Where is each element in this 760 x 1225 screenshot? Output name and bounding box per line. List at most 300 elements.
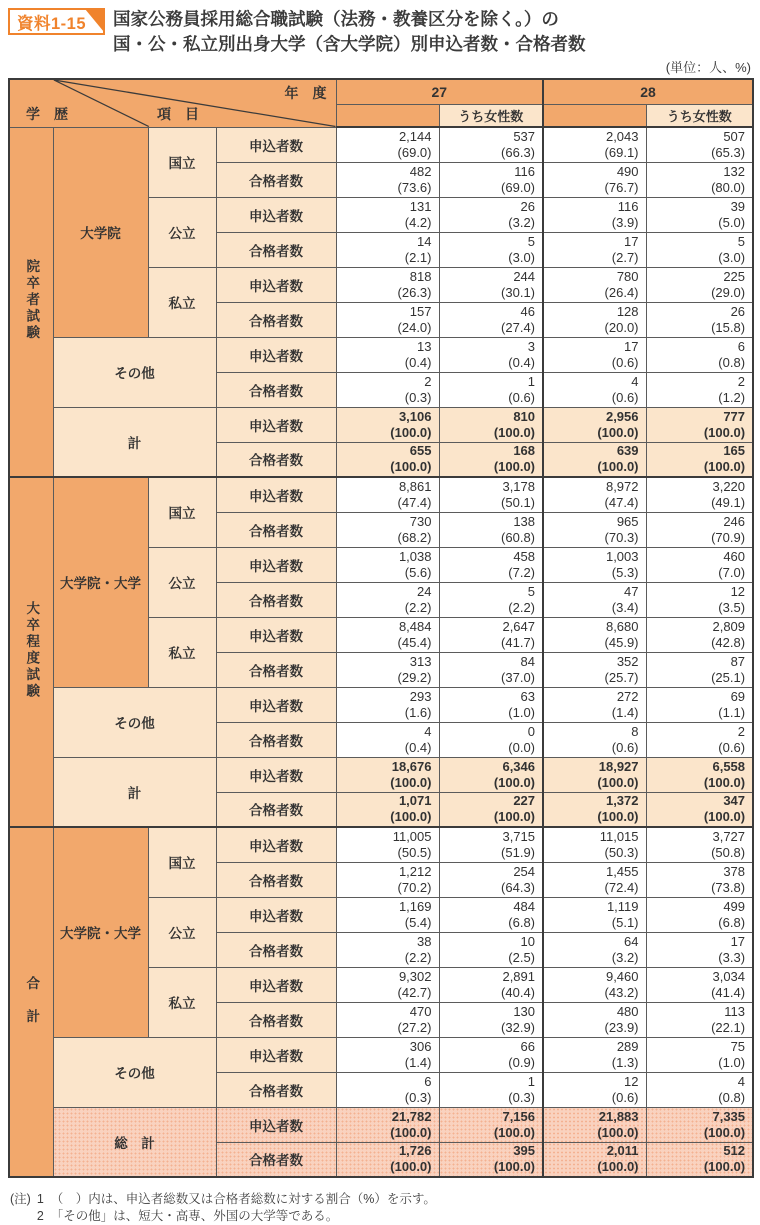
value-percent: (3.0)	[508, 249, 536, 265]
value-percent: (0.4)	[404, 354, 432, 370]
table-row	[9, 337, 753, 372]
value-cell	[646, 1002, 753, 1037]
item-label-cell: 申込者数	[216, 267, 336, 302]
value-cell	[543, 197, 646, 232]
value-percent: (24.0)	[397, 319, 432, 335]
value-cell	[439, 442, 543, 477]
value-cell	[439, 1142, 543, 1177]
value-number: 965	[616, 513, 639, 529]
value-percent: (72.4)	[604, 879, 639, 895]
value-number: 289	[616, 1038, 639, 1054]
value-cell	[646, 757, 753, 792]
value-number: 6,346	[502, 758, 536, 774]
value-percent: (0.3)	[404, 1089, 432, 1105]
section-label-cell: その他	[53, 337, 216, 407]
table-row	[9, 827, 753, 862]
corner-label-education: 学 歴	[26, 105, 68, 122]
value-cell	[336, 967, 439, 1002]
value-number: 818	[409, 268, 432, 284]
value-cell	[336, 722, 439, 757]
value-cell	[336, 757, 439, 792]
value-number: 352	[616, 653, 639, 669]
value-cell	[439, 897, 543, 932]
value-number: 1,119	[606, 898, 639, 914]
value-cell	[439, 267, 543, 302]
value-cell	[439, 1037, 543, 1072]
origin-label-cell: 私立	[148, 617, 216, 687]
value-number: 14	[417, 233, 432, 249]
value-percent: (100.0)	[597, 459, 639, 475]
value-percent: (66.3)	[501, 144, 536, 160]
value-number: 480	[616, 1003, 639, 1019]
value-cell	[336, 302, 439, 337]
value-number: 113	[724, 1003, 746, 1019]
value-cell	[646, 232, 753, 267]
value-cell	[543, 687, 646, 722]
statistics-table	[8, 78, 754, 1178]
header-filler-cell	[336, 104, 439, 127]
value-cell	[543, 582, 646, 617]
value-cell	[336, 617, 439, 652]
value-cell	[543, 932, 646, 967]
value-cell	[646, 862, 753, 897]
table-row	[9, 757, 753, 792]
item-label-cell: 合格者数	[216, 722, 336, 757]
value-number: 499	[723, 898, 746, 914]
item-label-cell: 合格者数	[216, 792, 336, 827]
value-cell	[646, 582, 753, 617]
value-cell	[646, 617, 753, 652]
value-number: 18,676	[391, 758, 432, 774]
value-percent: (30.1)	[501, 284, 536, 300]
value-number: 1,726	[398, 1143, 432, 1159]
exam-label: 合 計	[24, 975, 40, 1026]
value-cell	[439, 232, 543, 267]
value-cell	[543, 512, 646, 547]
footnote-2	[37, 1208, 436, 1225]
item-label-cell: 合格者数	[216, 512, 336, 547]
value-percent: (42.7)	[397, 984, 432, 1000]
value-cell	[336, 337, 439, 372]
corner-header-cell	[9, 79, 336, 127]
value-cell	[439, 687, 543, 722]
value-percent: (100.0)	[703, 1159, 746, 1175]
section-label-cell: 計	[53, 757, 216, 827]
footnote-text: （ ）内は、申込者総数又は合格者総数に対する割合（%）を示す。	[50, 1192, 436, 1206]
value-number: 4	[631, 373, 639, 389]
item-label-cell: 合格者数	[216, 1002, 336, 1037]
document-badge	[8, 8, 105, 35]
value-percent: (100.0)	[390, 1124, 432, 1140]
value-percent: (22.1)	[711, 1019, 746, 1035]
value-percent: (41.4)	[711, 984, 746, 1000]
value-percent: (0.9)	[508, 1054, 536, 1070]
value-percent: (3.0)	[718, 249, 746, 265]
value-number: 2,956	[605, 408, 639, 424]
value-cell	[336, 827, 439, 862]
value-percent: (73.6)	[397, 179, 432, 195]
notes-label: (注)	[10, 1192, 31, 1206]
item-label-cell: 申込者数	[216, 407, 336, 442]
value-percent: (1.1)	[718, 704, 746, 720]
title-line-1: 国家公務員採用総合職試験（法務・教養区分を除く。）の	[113, 9, 559, 29]
value-number: 2,144	[398, 128, 432, 144]
value-percent: (70.3)	[604, 529, 639, 545]
value-percent: (100.0)	[390, 774, 432, 790]
value-percent: (2.5)	[508, 949, 536, 965]
value-number: 3,034	[712, 968, 746, 984]
item-label-cell: 申込者数	[216, 897, 336, 932]
value-cell	[439, 617, 543, 652]
item-label-cell: 合格者数	[216, 932, 336, 967]
value-percent: (100.0)	[493, 1124, 536, 1140]
origin-label-cell: 公立	[148, 897, 216, 967]
origin-label-cell: 私立	[148, 267, 216, 337]
value-cell	[439, 127, 543, 162]
value-cell	[439, 547, 543, 582]
value-percent: (27.2)	[397, 1019, 432, 1035]
value-cell	[646, 687, 753, 722]
value-cell	[543, 547, 646, 582]
value-cell	[646, 337, 753, 372]
footnote-number: 2	[36, 1209, 44, 1223]
value-cell	[646, 512, 753, 547]
year-header-27: 27	[336, 79, 543, 104]
value-cell	[439, 792, 543, 827]
value-percent: (100.0)	[597, 774, 639, 790]
value-number: 84	[520, 653, 536, 669]
value-percent: (51.9)	[501, 844, 536, 860]
value-percent: (3.9)	[611, 214, 639, 230]
badge-label: 資料1-15	[17, 14, 87, 33]
table-row	[9, 1107, 753, 1142]
value-number: 168	[513, 443, 536, 459]
value-percent: (1.6)	[404, 704, 432, 720]
value-number: 810	[513, 408, 536, 424]
year-header-28: 28	[543, 79, 753, 104]
value-cell	[336, 512, 439, 547]
value-number: 165	[723, 443, 746, 459]
value-percent: (5.4)	[404, 914, 432, 930]
value-percent: (2.7)	[611, 249, 639, 265]
table-row	[9, 687, 753, 722]
value-number: 3,220	[712, 478, 746, 494]
value-cell	[543, 722, 646, 757]
value-number: 17	[624, 233, 639, 249]
value-cell	[543, 337, 646, 372]
value-percent: (15.8)	[711, 319, 746, 335]
value-number: 157	[409, 303, 432, 319]
value-percent: (100.0)	[703, 459, 746, 475]
value-number: 313	[409, 653, 432, 669]
page-title	[113, 7, 586, 57]
value-cell	[646, 302, 753, 337]
value-cell	[646, 197, 753, 232]
value-cell	[336, 197, 439, 232]
value-number: 8,861	[398, 478, 432, 494]
value-percent: (69.0)	[397, 144, 432, 160]
value-number: 4	[424, 723, 432, 739]
value-cell	[646, 792, 753, 827]
value-number: 244	[513, 268, 536, 284]
value-number: 470	[409, 1003, 432, 1019]
value-number: 1,169	[398, 898, 432, 914]
value-cell	[336, 477, 439, 512]
item-label-cell: 合格者数	[216, 232, 336, 267]
value-cell	[646, 407, 753, 442]
value-cell	[336, 547, 439, 582]
header-row-years	[9, 79, 753, 104]
value-cell	[439, 337, 543, 372]
value-percent: (100.0)	[493, 1159, 536, 1175]
origin-label-cell: 公立	[148, 197, 216, 267]
value-percent: (50.5)	[397, 844, 432, 860]
value-number: 1,372	[605, 793, 639, 809]
value-cell	[646, 652, 753, 687]
footnote-text: 「その他」は、短大・高専、外国の大学等である。	[50, 1209, 339, 1223]
value-number: 2,891	[502, 968, 536, 984]
value-cell	[543, 372, 646, 407]
value-percent: (2.2)	[404, 599, 432, 615]
value-cell	[439, 582, 543, 617]
origin-label-cell: 国立	[148, 477, 216, 547]
value-percent: (6.8)	[508, 914, 536, 930]
value-number: 2,043	[605, 128, 639, 144]
value-percent: (60.8)	[501, 529, 536, 545]
value-percent: (7.2)	[508, 564, 536, 580]
value-cell	[646, 547, 753, 582]
value-percent: (76.7)	[604, 179, 639, 195]
value-percent: (1.3)	[611, 1054, 639, 1070]
value-cell	[543, 407, 646, 442]
value-cell	[646, 1072, 753, 1107]
value-percent: (100.0)	[597, 809, 639, 825]
item-label-cell: 申込者数	[216, 477, 336, 512]
footnote-1	[37, 1191, 436, 1208]
value-cell	[646, 162, 753, 197]
value-percent: (29.2)	[397, 669, 432, 685]
value-number: 2,647	[502, 618, 536, 634]
value-cell	[439, 477, 543, 512]
value-cell	[646, 372, 753, 407]
item-label-cell: 合格者数	[216, 652, 336, 687]
value-number: 1,212	[398, 863, 432, 879]
exam-label-cell	[9, 827, 53, 1177]
value-percent: (70.2)	[397, 879, 432, 895]
exam-label: 大卒程度試験	[24, 601, 40, 700]
value-cell	[336, 687, 439, 722]
value-percent: (0.6)	[611, 354, 639, 370]
value-percent: (45.4)	[397, 634, 432, 650]
value-percent: (100.0)	[390, 424, 432, 440]
value-percent: (100.0)	[597, 424, 639, 440]
value-percent: (0.6)	[508, 389, 536, 405]
value-cell	[646, 932, 753, 967]
value-cell	[336, 267, 439, 302]
title-line-2: 国・公・私立別出身大学（含大学院）別申込者数・合格者数	[113, 34, 586, 54]
value-percent: (3.2)	[611, 949, 639, 965]
value-percent: (0.8)	[718, 1089, 746, 1105]
value-cell	[543, 477, 646, 512]
value-cell	[543, 162, 646, 197]
value-number: 460	[723, 548, 746, 564]
value-number: 246	[723, 513, 746, 529]
value-number: 1	[527, 1073, 536, 1089]
value-percent: (26.3)	[397, 284, 432, 300]
value-percent: (5.0)	[718, 214, 746, 230]
item-label-cell: 申込者数	[216, 197, 336, 232]
item-label-cell: 申込者数	[216, 967, 336, 1002]
value-percent: (50.1)	[501, 494, 536, 510]
group-label-cell: 大学院	[53, 127, 148, 337]
section-label-cell: 総 計	[53, 1107, 216, 1177]
value-number: 7,335	[712, 1108, 746, 1124]
value-percent: (65.3)	[711, 144, 746, 160]
value-cell	[336, 127, 439, 162]
item-label-cell: 申込者数	[216, 827, 336, 862]
value-percent: (100.0)	[493, 459, 536, 475]
value-number: 3,715	[502, 828, 536, 844]
value-number: 3	[527, 338, 536, 354]
value-percent: (0.6)	[611, 739, 639, 755]
value-cell	[543, 617, 646, 652]
group-label-cell: 大学院・大学	[53, 827, 148, 1037]
value-cell	[336, 162, 439, 197]
value-cell	[336, 1107, 439, 1142]
value-percent: (0.6)	[718, 739, 746, 755]
value-cell	[543, 652, 646, 687]
value-percent: (0.4)	[404, 739, 432, 755]
origin-label-cell: 私立	[148, 967, 216, 1037]
item-label-cell: 合格者数	[216, 302, 336, 337]
value-percent: (20.0)	[604, 319, 639, 335]
value-number: 1,003	[605, 548, 639, 564]
exam-label: 院卒者試験	[24, 259, 40, 342]
value-cell	[439, 967, 543, 1002]
value-number: 347	[723, 793, 746, 809]
value-cell	[646, 1142, 753, 1177]
value-cell	[543, 267, 646, 302]
value-number: 17	[730, 933, 746, 949]
corner-label-item: 項 目	[157, 105, 199, 122]
value-percent: (5.1)	[611, 914, 639, 930]
value-percent: (7.0)	[718, 564, 746, 580]
section-label-cell: その他	[53, 687, 216, 757]
value-number: 3,727	[712, 828, 746, 844]
item-label-cell: 合格者数	[216, 862, 336, 897]
origin-label-cell: 国立	[148, 127, 216, 197]
footnotes	[10, 1191, 436, 1225]
value-number: 87	[730, 653, 746, 669]
item-label-cell: 合格者数	[216, 442, 336, 477]
value-number: 482	[409, 163, 432, 179]
value-percent: (5.6)	[404, 564, 432, 580]
value-cell	[336, 372, 439, 407]
value-cell	[336, 897, 439, 932]
value-percent: (5.3)	[611, 564, 639, 580]
value-cell	[646, 827, 753, 862]
value-number: 12	[730, 583, 746, 599]
value-cell	[543, 792, 646, 827]
value-cell	[543, 442, 646, 477]
value-number: 128	[616, 303, 639, 319]
value-number: 131	[409, 198, 432, 214]
value-percent: (3.4)	[611, 599, 639, 615]
item-label-cell: 申込者数	[216, 757, 336, 792]
value-percent: (100.0)	[390, 809, 432, 825]
value-cell	[336, 862, 439, 897]
value-number: 5	[527, 583, 536, 599]
value-cell	[336, 932, 439, 967]
value-cell	[646, 722, 753, 757]
value-cell	[543, 232, 646, 267]
item-label-cell: 合格者数	[216, 1072, 336, 1107]
value-cell	[439, 932, 543, 967]
value-number: 8,972	[605, 478, 639, 494]
value-number: 5	[527, 233, 536, 249]
value-number: 378	[723, 863, 746, 879]
value-number: 2	[737, 723, 746, 739]
value-number: 116	[617, 198, 639, 214]
item-label-cell: 申込者数	[216, 337, 336, 372]
value-percent: (100.0)	[390, 459, 432, 475]
item-label-cell: 申込者数	[216, 547, 336, 582]
value-percent: (42.8)	[711, 634, 746, 650]
item-label-cell: 申込者数	[216, 617, 336, 652]
value-number: 38	[417, 933, 432, 949]
value-number: 1,038	[398, 548, 432, 564]
value-percent: (50.3)	[604, 844, 639, 860]
value-percent: (100.0)	[597, 1159, 639, 1175]
value-number: 9,302	[398, 968, 432, 984]
value-percent: (41.7)	[501, 634, 536, 650]
value-percent: (2.2)	[404, 949, 432, 965]
value-percent: (0.6)	[611, 1089, 639, 1105]
value-cell	[543, 1142, 646, 1177]
value-percent: (40.4)	[501, 984, 536, 1000]
section-label-cell: その他	[53, 1037, 216, 1107]
value-number: 484	[513, 898, 536, 914]
table-body	[9, 127, 753, 1177]
value-number: 2,809	[712, 618, 746, 634]
footnote-number: 1	[36, 1192, 44, 1206]
value-number: 39	[730, 198, 746, 214]
value-percent: (70.9)	[711, 529, 746, 545]
value-cell	[336, 1142, 439, 1177]
value-number: 12	[624, 1073, 639, 1089]
value-number: 75	[730, 1038, 746, 1054]
item-label-cell: 合格者数	[216, 582, 336, 617]
item-label-cell: 申込者数	[216, 127, 336, 162]
value-cell	[336, 407, 439, 442]
value-number: 64	[624, 933, 639, 949]
value-number: 1,455	[605, 863, 639, 879]
value-number: 225	[723, 268, 746, 284]
value-percent: (1.4)	[404, 1054, 432, 1070]
item-label-cell: 申込者数	[216, 1037, 336, 1072]
value-number: 507	[723, 128, 746, 144]
value-percent: (0.3)	[404, 389, 432, 405]
value-number: 272	[616, 688, 639, 704]
value-cell	[543, 967, 646, 1002]
table-row	[9, 407, 753, 442]
origin-label-cell: 公立	[148, 547, 216, 617]
value-percent: (2.1)	[404, 249, 432, 265]
value-number: 5	[737, 233, 746, 249]
value-number: 17	[624, 338, 639, 354]
badge-corner-triangle	[85, 9, 104, 32]
value-percent: (4.2)	[404, 214, 432, 230]
